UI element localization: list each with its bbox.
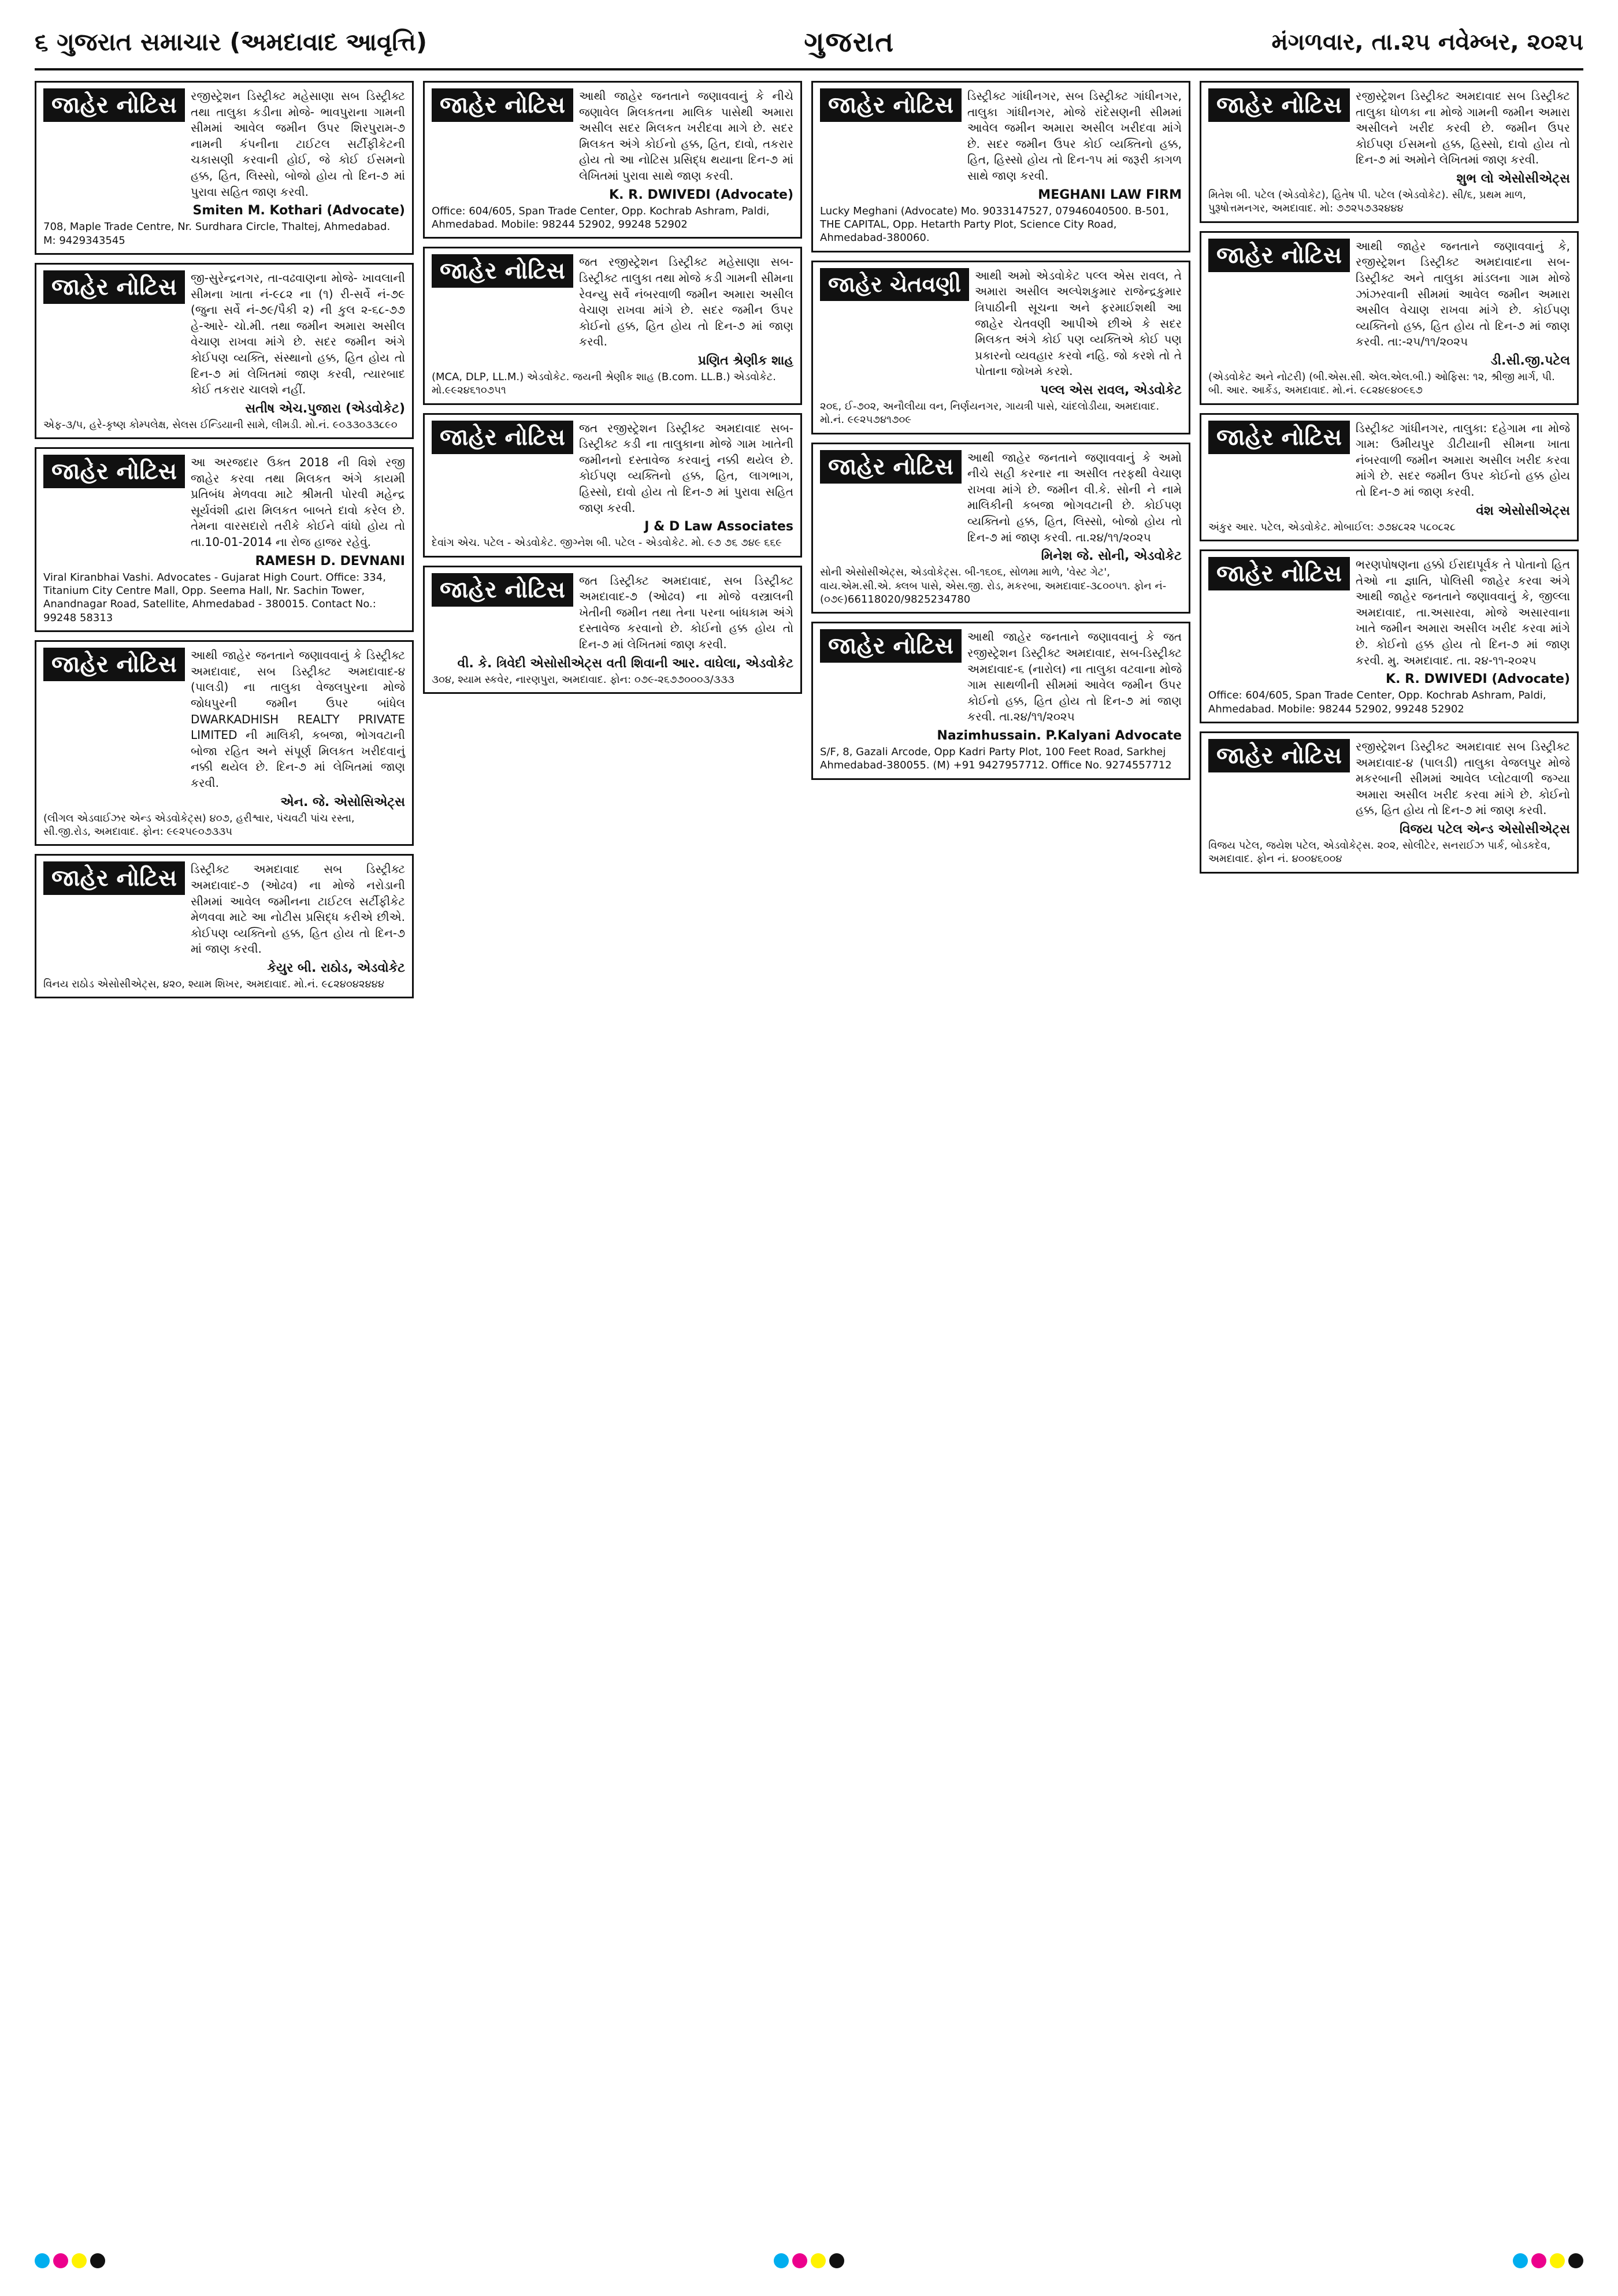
notice-body: ડિસ્ટ્રીક્ટ ગાંધીનગર, સબ ડિસ્ટ્રીક્ટ ગાંધીનગર, તાલુકા ગાંધીનગર, મોજે રાંદેસણની સીમમાં આવેલ જમીન અમારા અસીલ ખરીદવા માંગે છે. સદર જમીન ઉપર કોઈ વ્યક્તિનો હક્ક, હિત, હિસ્સો હોય તો દિન-૧૫ માં જરૂરી કાગળ સાથે જાણ કરવી.	[967, 89, 1182, 183]
section-title: ગુજરાત	[804, 25, 895, 58]
notice-heading: જાહેર નોટિસ	[432, 88, 573, 122]
black-dot	[1568, 2253, 1583, 2268]
notice-credentials: Office: 604/605, Span Trade Center, Opp. Kochrab Ashram, Paldi, Ahmedabad. Mobile: 98244 52902, 99248 52902	[1208, 689, 1546, 715]
notice-heading: જાહેર નોટિસ	[820, 450, 962, 484]
notice-credentials: ૩૦૪, શ્યામ સ્કવેર, નારણપુરા, અમદાવાદ. ફોન: ૦૭૯-૨૬૭૭૦૦૦૩/૩૩૩	[432, 673, 734, 686]
yellow-dot	[1550, 2253, 1565, 2268]
notice-body: આથી જાહેર જનતાને જણાવવાનું કે ડિસ્ટ્રીક્ટ અમદાવાદ, સબ ડિસ્ટ્રીક્ટ અમદાવાદ-૪ (પાલડી) ના તાલુકા વેજલપુરના મોજે જોધપુરની જમીન ઉપર બાંધેલ DWARKADHISH REALTY PRIVATE LIMITED ની માલિકી, કબજા, ભોગવટાની બોજા રહિત અને સંપૂર્ણ મિલકત ખરીદવાનું નક્કી થયેલ છે. દિન-૭ માં લેખિતમાં જાણ કરવી.	[191, 648, 405, 790]
notice-heading: જાહેર નોટિસ	[432, 573, 573, 607]
column-4	[1200, 81, 1579, 2230]
notice-signatory: વી. કે. ત્રિવેદી એસોસીએટ્સ વતી શિવાની આર. વાઘેલા, એડવોકેટ	[457, 656, 793, 671]
notice-credentials: Lucky Meghani (Advocate) Mo. 9033147527, 07946040500. B-501, THE CAPITAL, Opp. Hetarth Party Plot, Science City Road, Ahmedabad-380060.	[820, 205, 1169, 244]
page-label: ૬ ગુજરાત સમાચાર (અમદાવાદ આવૃત્તિ)	[35, 28, 428, 56]
notice-heading: જાહેર નોટિસ	[820, 88, 962, 122]
magenta-dot	[1531, 2253, 1546, 2268]
notice-credentials: સોની એસોસીએટ્સ, એડવોકેટ્સ. બી-૧૬૦૬, સોળમા માળે, 'વેસ્ટ ગેટ', વાય.એમ.સી.એ. ક્લબ પાસે, એસ.જી. રોડ, મકરબા, અમદાવાદ-૩૮૦૦૫૧. ફોન નં-(૦૭૯)66118020/9825234780	[820, 566, 1167, 606]
notice-heading: જાહેર નોટિસ	[1208, 88, 1350, 122]
notice-heading: જાહેર નોટિસ	[1208, 739, 1350, 772]
notice-11	[811, 261, 1190, 434]
notice-heading: જાહેર નોટિસ	[1208, 557, 1350, 590]
notice-body: આ અરજદાર ઉક્ત 2018 ની વિશે રજી જાહેર કરવા તથા મિલકત અંગે કાયમી પ્રતિબંધ મેળવવા માટે શ્રીમતી પોરવી મહેન્દ્ર સૂર્યવંશી દ્વારા મિલકત બાબતે દાવો કરેલ છે. તેમના વારસદારો તરીકે કોઈને વાંધો હોય તો તા.10-01-2014 ના રોજ હાજર રહેવું.	[191, 455, 405, 549]
yellow-dot	[72, 2253, 87, 2268]
notice-credentials: (લીગલ એડવાઈઝર એન્ડ એડવોકેટ્સ) ૪૦૭, હરીશ્વાર, પંચવટી પાંચ રસ્તા, સી.જી.રોડ, અમદાવાદ. ફોન: ૯૯૨૫૯૦૭૩૩૫	[43, 812, 355, 838]
column-2	[423, 81, 802, 2230]
notice-2	[35, 263, 414, 439]
classifieds-grid	[35, 81, 1583, 2230]
print-registration-bar	[35, 2246, 1583, 2275]
notice-signatory: K. R. DWIVEDI (Advocate)	[609, 187, 793, 202]
notice-body: જી-સુરેન્દ્રનગર, તા-વઢવાણના મોજે- ખાવલાની સીમના ખાતા નં-૯૮૨ ના (૧) રી-સર્વે નં-૭૯ (જુના સર્વે નં-૭૯/પૈકી ૨) ની કુલ ૨-૬૮-૭૭ હે-આરે- ચો.મી. તથા જમીન અમારા અસીલ વેચાણ રાખવા માંગે છે. સદર જમીન અંગે કોઈપણ વ્યક્તિ, સંસ્થાનો હક્ક, હિત હોય તો દિન-૭ માં લેખિતમાં જાણ કરવી, ત્યારબાદ કોઈ તકરાર ચાલશે નહીં.	[191, 270, 405, 397]
notice-body: આથી જાહેર જનતાને જણાવવાનું કે જત રજીસ્ટ્રેશન ડિસ્ટ્રીક્ટ અમદાવાદ, સબ-ડિસ્ટ્રીક્ટ અમદાવાદ-૬ (નારોલ) ના તાલુકા વટવાના મોજે ગામ સાથળીની સીમમાં આવેલ જમીન ઉપર કોઈનો હક્ક, હિત હોય તો દિન-૭ માં જાણ કરવી. તા.૨૪/૧૧/૨૦૨૫	[967, 630, 1182, 724]
notice-signatory: પ્રણિત શ્રેણીક શાહ	[697, 353, 793, 368]
notice-heading: જાહેર નોટિસ	[432, 254, 573, 288]
notice-15	[1200, 231, 1579, 405]
notice-signatory: પલ્લ એસ રાવલ, એડવોકેટ	[1040, 382, 1182, 397]
notice-signatory: મિનેશ જે. સોની, એડવોકેટ	[1041, 549, 1182, 564]
color-registration-right	[1513, 2253, 1583, 2268]
notice-heading: જાહેર નોટિસ	[820, 629, 962, 663]
notice-body: જત ડિસ્ટ્રીક્ટ અમદાવાદ, સબ ડિસ્ટ્રીક્ટ અમદાવાદ-૭ (ઓઢવ) ના મોજે વસ્ત્રાલની ખેતીની જમીન તથા તેના પરના બાંધકામ અંગે દસ્તાવેજ કરવાનો છે. કોઈનો હક્ક હોય તો દિન-૭ માં લેખિતમાં જાણ કરવી.	[579, 573, 793, 652]
color-registration-left	[35, 2253, 105, 2268]
notice-signatory: એન. જે. એસોસિએટ્સ	[280, 794, 405, 809]
notice-6	[423, 81, 802, 239]
notice-body: રજીસ્ટ્રેશન ડિસ્ટ્રીક્ટ મહેસાણા સબ ડિસ્ટ્રીક્ટ તથા તાલુકા કડીના મોજે- ભાવપુરાના ગામની સીમમાં આવેલ જમીન ઉપર શિરપુરામ-૭ નામની કંપનીના ટાઈટલ સર્ટીફીકેટની ચકાસણી કરવાની હોઈ, જે કોઈ ઈસમનો હક્ક, હિત, લિસ્સો, બોજો હોય તો દિન-૭ માં પુરાવા સહિત જાણ કરવી.	[191, 89, 405, 199]
notice-heading: જાહેર નોટિસ	[43, 270, 185, 304]
notice-14	[1200, 81, 1579, 223]
notice-body: ડિસ્ટ્રીક્ટ અમદાવાદ સબ ડિસ્ટ્રીક્ટ અમદાવાદ-૭ (ઓઢવ) ના મોજે નરોડાની સીમમાં આવેલ જમીનના ટાઈટલ સર્ટીફીકેટ મેળવવા માટે આ નોટીસ પ્રસિદ્ધ કરીએ છીએ. કોઈપણ વ્યક્તિનો હક્ક, હિત હોય તો દિન-૭ માં જાણ કરવી.	[191, 862, 405, 956]
notice-credentials: (એડવોકેટ અને નોટરી) (બી.એસ.સી. એલ.એલ.બી.) ઓફિસ: ૧૨, શ્રીજી માર્ગ, પી. બી. આર. આર્કેડ, અમદાવાદ. મો.નં. ૯૮૨૪૯૪૦૯૬૭	[1208, 370, 1555, 397]
notice-5	[35, 854, 414, 998]
notice-signatory: MEGHANI LAW FIRM	[1038, 187, 1182, 202]
black-dot	[829, 2253, 844, 2268]
notice-signatory: કેયુર બી. રાઠોડ, એડવોકેટ	[267, 960, 405, 975]
notice-credentials: 708, Maple Trade Centre, Nr. Surdhara Circle, Thaltej, Ahmedabad. M: 9429343545	[43, 221, 391, 247]
notice-credentials: એફ-૩/૫, હરે-કૃષ્ણ કોમ્પલેક્ષ, સેલસ ઈન્ડિયાની સામે, લીમડી. મો.નં. ૯૦૩૩૦૩૩૮૯૦	[43, 418, 398, 431]
color-registration-center	[774, 2253, 844, 2268]
column-1	[35, 81, 414, 2230]
notice-credentials: વિનય રાઠોડ એસોસીએટ્સ, ૪૨૦, શ્યામ શિખર, અમદાવાદ. મો.નં. ૯૮૨૪૦૪૨૪૪૪	[43, 978, 384, 990]
column-3	[811, 81, 1190, 2230]
notice-credentials: S/F, 8, Gazali Arcode, Opp Kadri Party Plot, 100 Feet Road, Sarkhej Ahmedabad-380055. (M) +91 9427957712. Office No. 9274557712	[820, 745, 1172, 772]
notice-signatory: RAMESH D. DEVNANI	[255, 553, 405, 569]
notice-signatory: Smiten M. Kothari (Advocate)	[192, 203, 405, 218]
notice-body: ભરણપોષણના હક્કો ઈરાદાપૂર્વક તે પોતાનો હિત તેઓ ના જ્ઞાતિ, પોલિસી જાહેર કરવા અંગે આથી જાહેર જનતાને જણાવવાનું કે, જીલ્લા અમદાવાદ, તા.અસારવા, મોજે અસારવાના ખાતે જમીન અમારા અસીલ ખરીદ કરવા માંગે છે. કોઈનો હક્ક હોય તો દિન-૭ માં જાણ કરવી. મુ. અમદાવાદ. તા. ૨૪-૧૧-૨૦૨૫	[1356, 558, 1570, 667]
notice-heading: જાહેર નોટિસ	[43, 88, 185, 122]
notice-17	[1200, 549, 1579, 723]
notice-body: ડિસ્ટ્રીક્ટ ગાંધીનગર, તાલુકા: દહેગામ ના મોજે ગામ: ઉમીયપુર ડીટીયાની સીમના ખાતા નંબરવાળી જમીન અમારા અસીલ ખરીદ કરવા માંગે છે. સદર જમીન ઉપર કોઈનો હક્ક હોય તો દિન-૭ માં જાણ કરવી.	[1356, 421, 1570, 499]
notice-18	[1200, 731, 1579, 874]
notice-credentials: (MCA, DLP, LL.M.) એડવોકેટ. જયની શ્રેણીક શાહ (B.com. LL.B.) એડવોકેટ. મો.૯૯૨૪૬૧૦૭૫૧	[432, 370, 776, 397]
notice-body: રજીસ્ટ્રેશન ડિસ્ટ્રીક્ટ અમદાવાદ સબ ડિસ્ટ્રીક્ટ તાલુકા ધોળકા ના મોજે ગામની જમીન અમારા અસીલને ખરીદ કરવી છે. જમીન ઉપર કોઈપણ ઈસમનો હક્ક, હિસ્સો, દાવો હોય તો દિન-૭ માં અમોને લેખિતમાં જાણ કરવી.	[1356, 89, 1570, 167]
notice-signatory: સતીષ એચ.પુજારા (એડવોકેટ)	[245, 401, 405, 416]
notice-body: જત રજીસ્ટ્રેશન ડિસ્ટ્રીક્ટ મહેસાણા સબ-ડિસ્ટ્રીક્ટ તાલુકા તથા મોજે કડી ગામની સીમના રેવન્યુ સર્વે નંબરવાળી જમીન અમારા અસીલ વેચાણ રાખવા માંગે છે. સદર જમીન ઉપર કોઈનો હક્ક, હિત હોય તો દિન-૭ માં જાણ કરવી.	[579, 255, 793, 349]
notice-9	[423, 566, 802, 694]
notice-13	[811, 622, 1190, 779]
notice-credentials: Office: 604/605, Span Trade Center, Opp. Kochrab Ashram, Paldi, Ahmedabad. Mobile: 98244 52902, 99248 52902	[432, 205, 770, 231]
magenta-dot	[53, 2253, 68, 2268]
notice-signatory: Nazimhussain. P.Kalyani Advocate	[937, 728, 1182, 743]
masthead	[35, 16, 1583, 70]
notice-body: આથી જાહેર જનતાને જણાવવાનું કે, રજીસ્ટ્રેશન ડિસ્ટ્રીક્ટ અમદાવાદના સબ-ડિસ્ટ્રીક્ટ અને તાલુકા માંડલના ગામ મોજે ઝાંઝરવાની સીમમાં આવેલ જમીન અમારા અસીલ વેચાણ રાખવા માંગે છે. કોઈપણ વ્યક્તિનો હક્ક, હિત હોય તો દિન-૭ માં જાણ કરવી. તા:-૨૫/૧૧/૨૦૨૫	[1356, 239, 1570, 349]
notice-signatory: K. R. DWIVEDI (Advocate)	[1386, 672, 1570, 687]
black-dot	[90, 2253, 105, 2268]
notice-heading: જાહેર ચેતવણી	[820, 268, 969, 301]
issue-date: મંગળવાર, તા.૨૫ નવેમ્બર, ૨૦૨૫	[1271, 29, 1583, 55]
notice-heading: જાહેર નોટિસ	[1208, 421, 1350, 454]
notice-signatory: વિજય પટેલ એન્ડ એસોસીએટ્સ	[1400, 822, 1570, 837]
notice-heading: જાહેર નોટિસ	[1208, 239, 1350, 272]
notice-8	[423, 413, 802, 558]
notice-signatory: J & D Law Associates	[644, 519, 793, 534]
notice-heading: જાહેર નોટિસ	[43, 455, 185, 488]
cyan-dot	[774, 2253, 789, 2268]
notice-body: જત રજીસ્ટ્રેશન ડિસ્ટ્રીક્ટ અમદાવાદ સબ-ડિસ્ટ્રીક્ટ કડી ના તાલુકાના મોજે ગામ ખાતેની જમીનનો દસ્તાવેજ કરવાનું નક્કી થયેલ છે. કોઈપણ વ્યક્તિનો હક્ક, હિત, લાગભાગ, હિસ્સો, દાવો હોય તો દિન-૭ માં પુરાવા સહિત જાણ કરવી.	[579, 421, 793, 515]
cyan-dot	[35, 2253, 50, 2268]
notice-signatory: શુભ લો એસોસીએટ્સ	[1456, 171, 1570, 186]
notice-credentials: અંકુર આર. પટેલ, એડવોકેટ. મોબાઈલ: ૭૭૪૮૨૨ ૫૮૦૮૨૮	[1208, 521, 1456, 533]
notice-body: આથી જાહેર જનતાને જણાવવાનું કે નીચે જણાવેલ મિલકતના માલિક પાસેથી અમારા અસીલ સદર મિલકત ખરીદવા માગે છે. સદર મિલકત અંગે કોઈનો હક્ક, હિત, દાવો, તકરાર હોય તો આ નોટિસ પ્રસિદ્ધ થયાના દિન-૭ માં લેખિતમાં પુરાવા સાથે જાણ કરવી.	[579, 89, 793, 183]
cyan-dot	[1513, 2253, 1528, 2268]
notice-4	[35, 640, 414, 846]
notice-heading: જાહેર નોટિસ	[43, 648, 185, 681]
notice-heading: જાહેર નોટિસ	[432, 421, 573, 454]
notice-heading: જાહેર નોટિસ	[43, 861, 185, 895]
yellow-dot	[811, 2253, 826, 2268]
notice-body: આથી અમો એડવોકેટ પલ્લ એસ રાવલ, તે અમારા અસીલ અલ્પેશકુમાર રાજેન્દ્રકુમાર ત્રિપાઠીની સૂચના અને ફરમાઈશથી આ જાહેર ચેતવણી આપીએ છીએ કે સદર મિલકત અંગે કોઈ પણ વ્યક્તિએ કોઈ પણ પ્રકારનો વ્યવહાર કરવો નહિ. જો કરશે તો તે પોતાના જોખમે કરશે.	[975, 268, 1182, 378]
notice-credentials: દેવાંગ એચ. પટેલ - એડવોકેટ. જીગ્નેશ બી. પટેલ - એડવોકેટ. મો. ૯૭ ૭૬ ૭૪૯ ૬૬૯	[432, 537, 782, 549]
notice-10	[811, 81, 1190, 252]
notice-16	[1200, 413, 1579, 541]
notice-signatory: વંશ એસોસીએટ્સ	[1476, 503, 1570, 518]
notice-1	[35, 81, 414, 255]
notice-signatory: ડી.સી.જી.પટેલ	[1490, 353, 1570, 368]
notice-credentials: ૨૦૬, ઈ-૭૦૨, અનૌલીયા વન, નિર્ણયનગર, ગાયત્રી પાસે, ચાંદલોડીયા, અમદાવાદ. મો.નં. ૯૯૨૫૭૪૧૭૦૯	[820, 400, 1160, 426]
notice-7	[423, 247, 802, 404]
notice-credentials: મિતેશ બી. પટેલ (એડવોકેટ), હિતેષ પી. પટેલ (એડવોકેટ). સી/૬, પ્રથમ માળ, પુરૂષોત્તમનગર, અમદાવાદ. મો: ૭૭૨૫૭૩૨૪૪૪	[1208, 188, 1526, 215]
notice-12	[811, 443, 1190, 614]
notice-body: રજીસ્ટ્રેશન ડિસ્ટ્રીક્ટ અમદાવાદ સબ ડિસ્ટ્રીક્ટ અમદાવાદ-૪ (પાલડી) તાલુકા વેજલપુર મોજે મકરબાની સીમમાં આવેલ પ્લોટવાળી જગ્યા અમારા અસીલ ખરીદ કરવા માંગે છે. કોઈનો હક્ક, હિત હોય તો દિન-૭ માં જાણ કરવી.	[1356, 739, 1570, 818]
notice-credentials: વિજય પટેલ, જયેશ પટેલ, એડવોકેટ્સ. ૨૦૨, સોલીટેર, સનરાઈઝ પાર્ક, બોડકદેવ, અમદાવાદ. ફોન નં. ૪૦૦૪૬૦૦૪	[1208, 839, 1551, 865]
notice-3	[35, 447, 414, 632]
magenta-dot	[792, 2253, 807, 2268]
notice-credentials: Viral Kiranbhai Vashi. Advocates - Gujarat High Court. Office: 334, Titanium City Centre Mall, Opp. Seema Hall, Nr. Sachin Tower, Anandnagar Road, Satellite, Ahmedabad - 380015. Contact No.: 99248 58313	[43, 571, 386, 624]
notice-body: આથી જાહેર જનતાને જણાવવાનું કે અમો નીચે સહી કરનાર ના અસીલ તરફથી વેચાણ રાખવા માંગે છે. જમીન વી.કે. સોની ને નામે માલિકીની કબજા ભોગવટાની છે. કોઈપણ વ્યક્તિનો હક્ક, હિત, લિસ્સો, બોજો હોય તો દિન-૭ માં જાણ કરવી. તા.૨૪/૧૧/૨૦૨૫	[967, 450, 1182, 544]
